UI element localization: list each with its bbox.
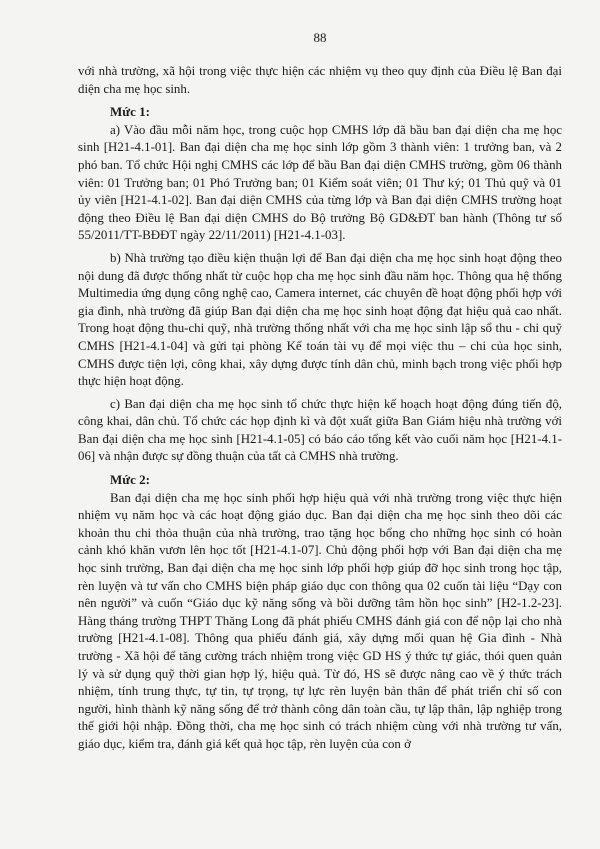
page-number: 88: [313, 30, 327, 45]
level1-paragraph-c: c) Ban đại diện cha mẹ học sinh tổ chức thực hiện kế hoạch hoạt động đúng tiến độ, công khai, dân chủ. Tổ chức các họp định kì và đột xuất giữa Ban Giám hiệu nhà trường với Ban đại diện cha mẹ học sinh [H21-4.1-05] có báo cáo tổng kết vào cuối năm học [H21-4.1-06] và nhận được sự đồng thuận của tất cả CMHS nhà trường.: [78, 396, 562, 464]
level1-heading: Mức 1:: [110, 104, 150, 120]
level2-paragraph: Ban đại diện cha mẹ học sinh phối hợp hiệu quả với nhà trường trong việc thực hiện nhiệm vụ năm học và các hoạt động giáo dục. Ban đại diện cha mẹ học sinh theo dõi các khoản thu chi thỏa thuận của nhà trường, trao tặng học bổng cho những học sinh có hoàn cảnh khó khăn vươn lên học tốt [H21-4.1-07]. Chủ động phối hợp với Ban đại diện cha mẹ học sinh trường, Ban đại diện cha mẹ học sinh lớp phối hợp giúp đỡ học sinh trong học tập, rèn luyện và tư vấn cho CMHS biện pháp giáo dục con thông qua 02 cuốn tài liệu “Dạy con nên người” và cuốn “Giáo dục kỹ năng sống và bồi dưỡng tâm hồn học sinh” [H2-1.2-23]. Hàng tháng trường THPT Thăng Long đã phát phiếu CMHS đánh giá con để nộp lại cho nhà trường [H21-4.1-08]. Thông qua phiếu đánh giá, xây dựng mối quan hệ Gia đình - Nhà trường - Xã hội để tăng cường trách nhiệm trong việc GD HS ý thức tự giác, thói quen quản lý và sử dụng quỹ thời gian hợp lý, hiệu quả. Từ đó, HS sẽ được nâng cao về ý thức trách nhiệm, tính trung thực, tự tin, tự trọng, tự lực rèn luyện bản thân để phát triển chỉ số con người, hình thành kỹ năng sống để trở thành công dân toàn cầu, tự lập thân, lập nghiệp trong thế giới hội nhập. Đồng thời, cha mẹ học sinh có trách nhiệm cùng với nhà trường tư vấn, giáo dục, kiểm tra, đánh giá kết quả học tập, rèn luyện của con ở: [78, 490, 562, 751]
level1-paragraph-b: b) Nhà trường tạo điều kiện thuận lợi để Ban đại diện cha mẹ học sinh hoạt động theo nội dung đã được thống nhất từ cuộc họp cha mẹ học sinh đầu năm học. Thông qua hệ thống Multimedia ứng dụng công nghệ cao, Camera internet, các chuyên đề hoạt động phối hợp với gia đình, nhà trường đã giúp Ban đại diện cha mẹ học sinh hoạt động đạt hiệu quả cao nhất. Trong hoạt động thu-chi quỹ, nhà trường thống nhất với cha mẹ học sinh lập sổ thu - chi quỹ CMHS [H21-4.1-04] và gửi tại phòng Kế toán tài vụ để mọi việc thu – chi của học sinh, CMHS được tiện lợi, công khai, xây dựng được tính dân chủ, minh bạch trong việc phối hợp thực hiện hoạt động.: [78, 250, 562, 389]
level2-heading: Mức 2:: [110, 472, 150, 488]
level1-paragraph-a: a) Vào đầu mỗi năm học, trong cuộc họp CMHS lớp đã bầu ban đại diện cha mẹ học sinh [H21-4.1-01]. Ban đại diện cha mẹ học sinh lớp gồm 3 thành viên: 1 trưởng ban, và 2 phó ban. Tổ chức Hội nghị CMHS các lớp để bầu Ban đại diện CMHS trường, gồm 06 thành viên: 01 Trưởng ban; 01 Phó Trưởng ban; 01 Kiểm soát viên; 01 Thư ký; 01 Thủ quỹ và 01 ủy viên [H21-4.1-02]. Ban đại diện CMHS của từng lớp và Ban đại diện CMHS trường hoạt động theo Điều lệ Ban đại diện CMHS do Bộ trưởng Bộ GD&ĐT ban hành (Thông tư số 55/2011/TT-BĐĐT ngày 22/11/2011) [H21-4.1-03].: [78, 122, 562, 243]
intro-paragraph: với nhà trường, xã hội trong việc thực hiện các nhiệm vụ theo quy định của Điều lệ Ban đại diện cha mẹ học sinh.: [78, 64, 562, 96]
